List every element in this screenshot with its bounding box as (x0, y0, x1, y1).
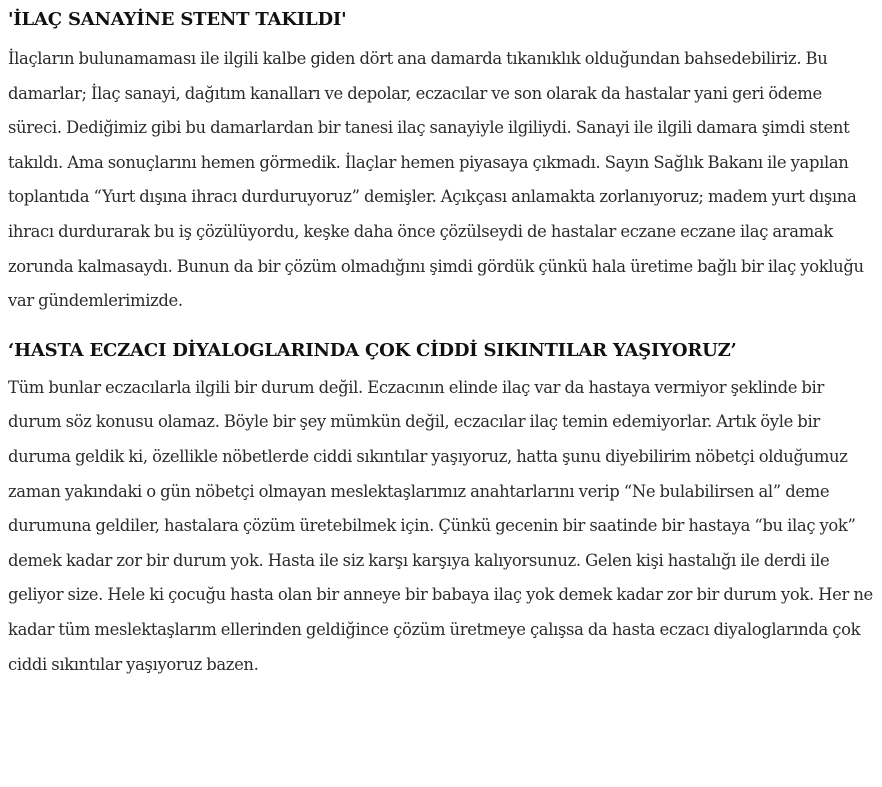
section-heading: 'İLAÇ SANAYİNE STENT TAKILDI' (8, 9, 347, 30)
article-paragraph: İlaçların bulunamaması ile ilgili kalbe giden dört ana damarda tıkanıklık olduğundan bahsedebiliriz. Bu damarlar; İlaç sanayi, dağıtım kanalları ve depolar, eczacılar ve son olarak da hastalar yani geri ödeme süreci. Dediğimiz gibi bu damarlardan bir tanesi ilaç sanayiyle ilgiliydi. Sanayi ile ilgili damara şimdi stent takıldı. Ama sonuçlarını hemen görmedik. İlaçlar hemen piyasaya çıkmadı. Sayın Sağlık Bakanı ile yapılan toplantıda “Yurt dışına ihracı durduruyoruz” demişler. Açıkçası anlamakta zorlanıyoruz; madem yurt dışına ihracı durdurarak bu iş çözülüyordu, keşke daha önce çözülseydi de hastalar eczane eczane ilaç aramak zorunda kalmasaydı. Bunun da bir çözüm olmadığını şimdi gördük çünkü hala üretime bağlı bir ilaç yokluğu var gündemlerimizde. (8, 49, 864, 311)
section-heading: ‘HASTA ECZACI DİYALOGLARINDA ÇOK CİDDİ SIKINTILAR YAŞIYORUZ’ (8, 339, 737, 361)
article-body (8, 0, 874, 682)
section-spacer (8, 319, 874, 333)
article-paragraph: Tüm bunlar eczacılarla ilgili bir durum değil. Eczacının elinde ilaç var da hastaya vermiyor şeklinde bir durum söz konusu olamaz. Böyle bir şey mümkün değil, eczacılar ilaç temin edemiyorlar. Artık öyle bir duruma geldik ki, özellikle nöbetlerde ciddi sıkıntılar yaşıyoruz, hatta şunu diyebilirim nöbetçi olduğumuz zaman yakındaki o gün nöbetçi olmayan meslektaşlarımız anahtarlarını verip “Ne bulabilirsen al” deme durumuna geldiler, hastalara çözüm üretebilmek için. Çünkü gecenin bir saatinde bir hastaya “bu ilaç yok” demek kadar zor bir durum yok. Hasta ile siz karşı karşıya kalıyorsunuz. Gelen kişi hastalığı ile derdi ile geliyor size. Hele ki çocuğu hasta olan bir anneye bir babaya ilaç yok demek kadar zor bir durum yok. Her ne kadar tüm meslektaşlarım ellerinden geldiğince çözüm üretmeye çalışsa da hasta eczacı diyaloglarında çok ciddi sıkıntılar yaşıyoruz bazen. (8, 377, 873, 674)
